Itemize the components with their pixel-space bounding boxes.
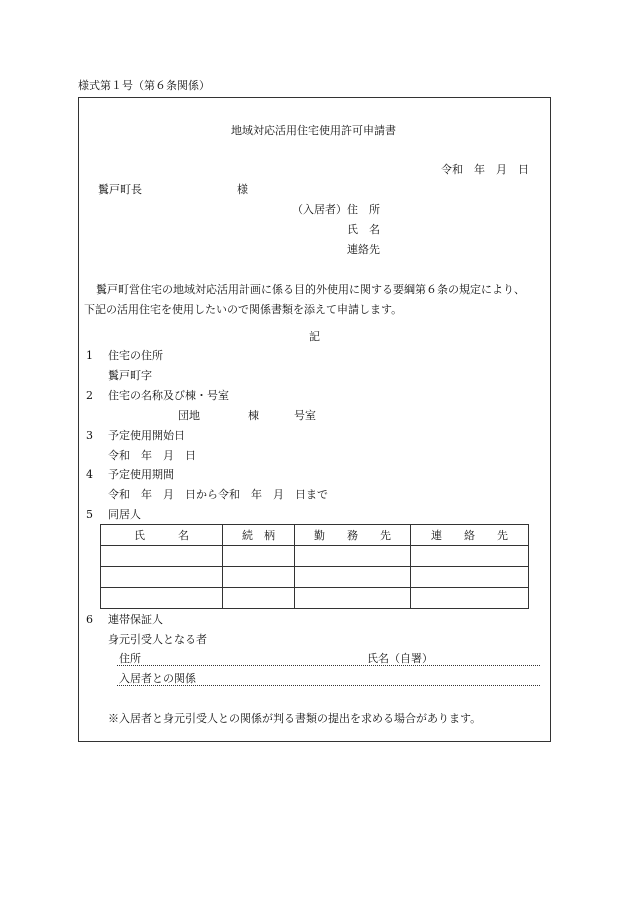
item-1-number: 1 <box>86 349 93 362</box>
table-cell[interactable] <box>101 546 223 567</box>
addressee: 鬒戸町長 <box>98 183 142 196</box>
table-cell[interactable] <box>411 546 529 567</box>
body-line-1: 鬒戸町営住宅の地域対応活用計画に係る目的外使用に関する要綱第６条の規定により、 <box>96 283 525 296</box>
table-cell[interactable] <box>411 588 529 609</box>
date-line: 令和 年 月 日 <box>441 163 529 176</box>
ki-heading: 記 <box>309 330 320 343</box>
item-2-goshitsu: 号室 <box>294 409 316 422</box>
guarantor-address-label: 住所 <box>119 652 141 665</box>
applicant-name-label: 氏 名 <box>347 223 380 236</box>
table-cell[interactable] <box>223 567 295 588</box>
item-2-number: 2 <box>86 389 93 402</box>
cohabitant-table <box>100 524 529 609</box>
guarantor-name-label: 氏名（自署） <box>367 652 433 665</box>
guarantor-relation-line[interactable] <box>117 685 540 686</box>
applicant-contact-label: 連絡先 <box>347 243 380 256</box>
guarantor-address-line[interactable] <box>117 665 540 666</box>
applicant-address-label: 住 所 <box>347 203 380 216</box>
item-6-label: 連帯保証人 <box>108 613 163 626</box>
item-6-sub: 身元引受人となる者 <box>108 633 207 646</box>
addressee-honorific: 様 <box>237 183 248 196</box>
item-3-value: 令和 年 月 日 <box>108 449 196 462</box>
item-6-number: 6 <box>86 613 93 626</box>
item-3-number: 3 <box>86 429 93 442</box>
header-contact: 連 絡 先 <box>411 525 529 546</box>
item-2-tou: 棟 <box>248 409 259 422</box>
table-header-row <box>101 525 529 546</box>
item-1-value: 鬒戸町字 <box>108 369 152 382</box>
item-5-label: 同居人 <box>108 508 141 521</box>
item-4-label: 予定使用期間 <box>108 468 174 481</box>
header-name: 氏 名 <box>101 525 223 546</box>
item-1-label: 住宅の住所 <box>108 349 163 362</box>
header-relationship: 続 柄 <box>223 525 295 546</box>
table-cell[interactable] <box>101 567 223 588</box>
table-cell[interactable] <box>223 546 295 567</box>
table-cell[interactable] <box>295 567 411 588</box>
table-cell[interactable] <box>101 588 223 609</box>
applicant-role: （入居者） <box>292 203 347 216</box>
table-row <box>101 546 529 567</box>
table-cell[interactable] <box>411 567 529 588</box>
item-3-label: 予定使用開始日 <box>108 429 185 442</box>
body-line-2: 下記の活用住宅を使用したいので関係書類を添えて申請します。 <box>84 303 403 316</box>
form-number: 様式第１号（第６条関係） <box>78 79 210 92</box>
item-2-label: 住宅の名称及び棟・号室 <box>108 389 229 402</box>
table-row <box>101 567 529 588</box>
item-2-danchi: 団地 <box>178 409 200 422</box>
footnote: ※入居者と身元引受人との関係が判る書類の提出を求める場合があります。 <box>108 712 482 725</box>
guarantor-relation-label: 入居者との関係 <box>119 672 196 685</box>
item-5-number: 5 <box>86 508 93 521</box>
table-cell[interactable] <box>223 588 295 609</box>
header-workplace: 勤 務 先 <box>295 525 411 546</box>
table-cell[interactable] <box>295 588 411 609</box>
table-row <box>101 588 529 609</box>
item-4-number: 4 <box>86 468 93 481</box>
item-4-value: 令和 年 月 日から令和 年 月 日まで <box>108 488 328 501</box>
table-cell[interactable] <box>295 546 411 567</box>
form-title: 地域対応活用住宅使用許可申請書 <box>231 124 396 137</box>
